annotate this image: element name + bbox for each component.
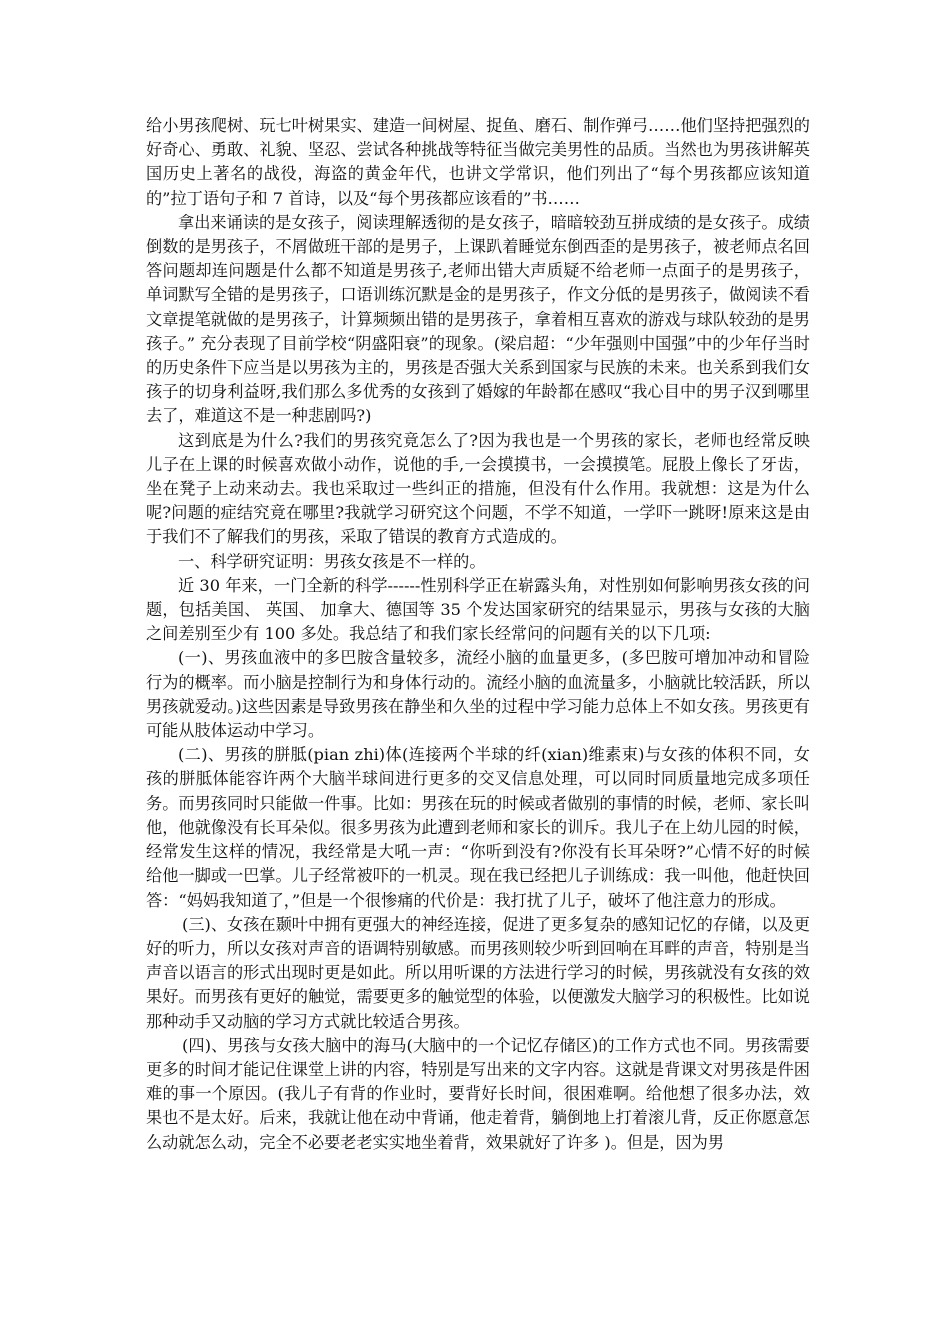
paragraph-point-four-hippocampus: (四)、男孩与女孩大脑中的海马(大脑中的一个记忆存储区)的工作方式也不同。男孩需要更多的时间才能记住课堂上讲的内容，特别是写出来的文字内容。这就是背课文对男孩是件困难的事一个原因。(我儿子有背的作业时，要背好长时间，很困难啊。给他想了很多办法，效果也不是太好。后来，我就让他在动中背诵，他走着背，躺倒地上打着滚儿背，反正你愿意怎么动就怎么动，完全不必要老老实实地坐着背，效果就好了许多 )。但是，因为男 <box>146 1035 810 1152</box>
paragraph-point-two-corpus-callosum: (二)、男孩的胼胝(pian zhi)体(连接两个半球的纤(xian)维素束)与女孩的体积不同，女孩的胼胝体能容许两个大脑半球间进行更多的交叉信息处理，可以同时同质量地完成多项任务。而男孩同时只能做一件事。比如：男孩在玩的时候或者做别的事情的时候，老师、家长叫他，他就像没有长耳朵似。很多男孩为此遭到老师和家长的训斥。我儿子在上幼儿园的时候，经常发生这样的情况，我经常是大吼一声：“你听到没有?你没有长耳朵呀?”心情不好的时候给他一脚或一巴掌。儿子经常被吓的一机灵。现在我已经把儿子训练成：我一叫他，他赶快回答：“妈妈我知道了，”但是一个很惨痛的代价是：我打扰了儿子，破坏了他注意力的形成。 <box>146 745 810 910</box>
paragraph-point-three-temporal-lobe: (三)、女孩在颞叶中拥有更强大的神经连接，促进了更多复杂的感知记忆的存储，以及更好的听力，所以女孩对声音的语调特别敏感。而男孩则较少听到回响在耳畔的声音，特别是当声音以语言的形式出现时更是如此。所以用听课的方法进行学习的时候，男孩就没有女孩的效果好。而男孩有更好的触觉，需要更多的触觉型的体验，以便激发大脑学习的积极性。比如说那种动手又动脑的学习方式就比较适合男孩。 <box>146 914 810 1031</box>
paragraph-intro-continued: 给小男孩爬树、玩七叶树果实、建造一间树屋、捉鱼、磨石、制作弹弓……他们坚持把强烈的好奇心、勇敢、礼貌、坚忍、尝试各种挑战等特征当做完美男性的品质。当然也为男孩讲解英国历史上著名的战役，海盗的黄金年代，也讲文学常识，他们列出了“每个男孩都应该知道的”拉丁语句子和 7 首诗，以及“每个男孩都应该看的”书…… <box>146 116 810 208</box>
paragraph-gender-science: 近 30 年来，一门全新的科学------性别科学正在崭露头角，对性别如何影响男孩女孩的问题，包括美国、 英国、 加拿大、德国等 35 个发达国家研究的结果显示，男孩与女孩的大脑之间差别至少有 100 多处。我总结了和我们家长经常问的问题有关的以下几项: <box>146 575 810 644</box>
document-body <box>146 114 810 1155</box>
paragraph-why-boys: 这到底是为什么?我们的男孩究竟怎么了?因为我也是一个男孩的家长，老师也经常反映儿子在上课的时候喜欢做小动作，说他的手,一会摸摸书，一会摸摸笔。屁股上像长了牙齿，坐在凳子上动来动去。我也采取过一些纠正的措施，但没有什么作用。我就想：这是为什么呢?问题的症结究竟在哪里?我就学习研究这个问题，不学不知道，一学吓一跳呀!原来这是由于我们不了解我们的男孩，采取了错误的教育方式造成的。 <box>146 430 810 547</box>
paragraph-point-one-dopamine: (一)、男孩血液中的多巴胺含量较多，流经小脑的血量更多，(多巴胺可增加冲动和冒险行为的概率。而小脑是控制行为和身体行动的。流经小脑的血流量多，小脑就比较活跃，所以男孩就爱动。)这些因素是导致男孩在静坐和久坐的过程中学习能力总体上不如女孩。男孩更有可能从肢体运动中学习。 <box>146 648 810 741</box>
paragraph-girls-vs-boys: 拿出来诵读的是女孩子，阅读理解透彻的是女孩子，暗暗较劲互拼成绩的是女孩子。成绩倒数的是男孩子，不屑做班干部的是男子，上课趴着睡觉东倒西歪的是男孩子，被老师点名回答问题却连问题是什么都不知道是男孩子,老师出错大声质疑不给老师一点面子的是男孩子，单词默写全错的是男孩子，口语训练沉默是金的是男孩子，作文分低的是男孩子，做阅读不看文章提笔就做的是男孩子，计算频频出错的是男孩子，拿着相互喜欢的游戏与球队较劲的是男孩子。” 充分表现了目前学校“阴盛阳衰”的现象。(梁启超：“少年强则中国强”中的少年仔当时的历史条件下应当是以男孩为主的，男孩是否强大关系到国家与民族的未来。也关系到我们女孩子的切身利益呀,我们那么多优秀的女孩到了婚嫁的年龄都在感叹“我心目中的男子汉到哪里去了，难道这不是一种悲剧吗?) <box>146 212 810 426</box>
section-heading-science: 一、科学研究证明：男孩女孩是不一样的。 <box>178 551 486 571</box>
